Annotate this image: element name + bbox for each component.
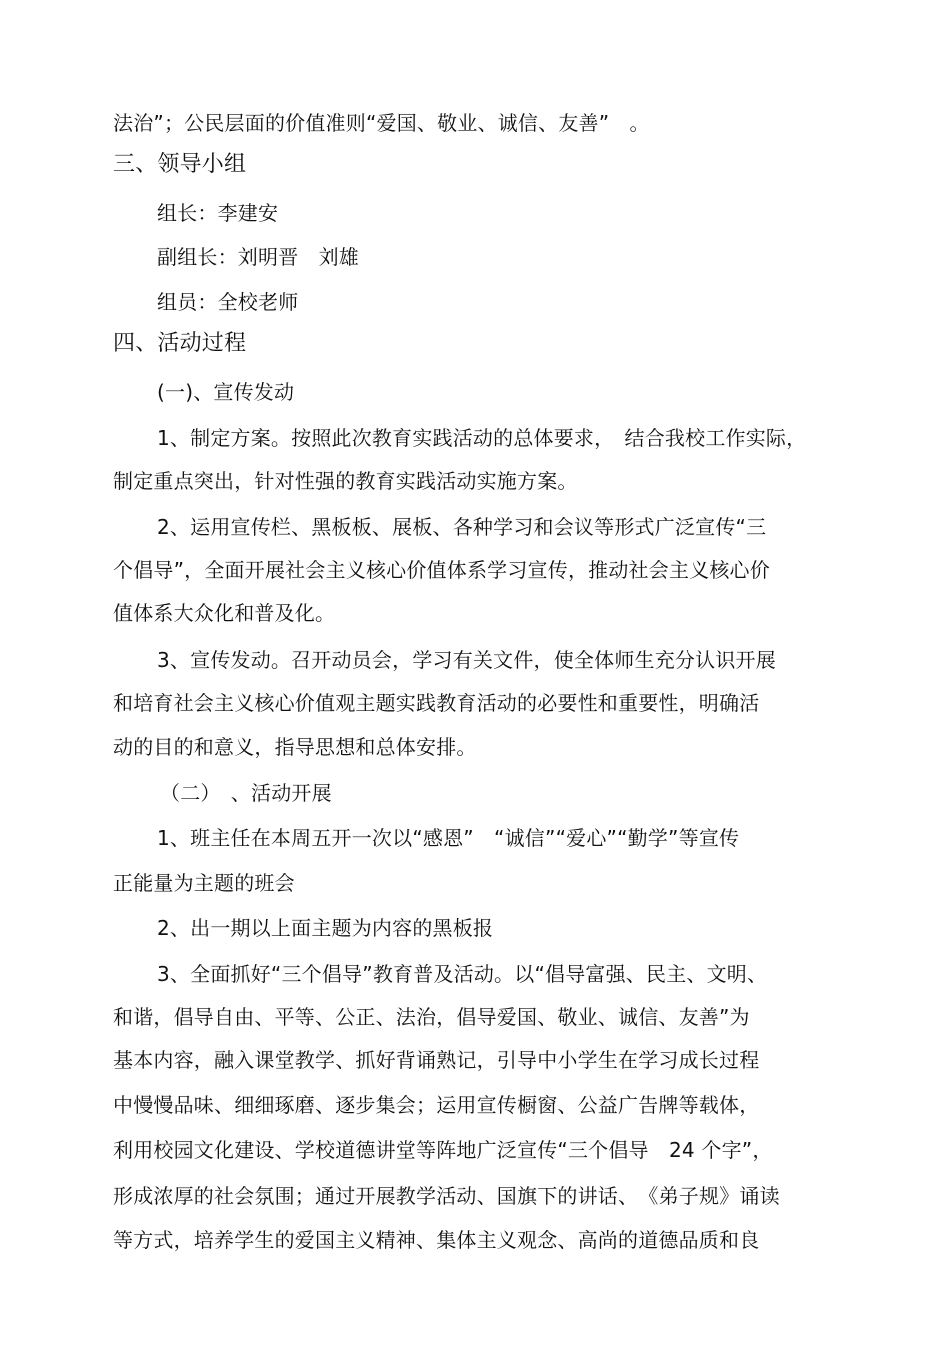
text-line: 和培育社会主义核心价值观主题实践教育活动的必要性和重要性，明确活 [113, 691, 760, 715]
section-heading-leadership: 三、领导小组 [113, 152, 247, 177]
text-line: 3、全面抓好“三个倡导”教育普及活动。以“倡导富强、民主、文明、 [157, 962, 768, 986]
text-line: 正能量为主题的班会 [113, 871, 295, 895]
text-line: 基本内容，融入课堂教学、抓好背诵熟记，引导中小学生在学习成长过程 [113, 1048, 760, 1072]
text-line: 制定重点突出，针对性强的教育实践活动实施方案。 [113, 469, 578, 493]
text-line: 等方式，培养学生的爱国主义精神、集体主义观念、高尚的道德品质和良 [113, 1228, 760, 1252]
text-line: 形成浓厚的社会氛围；通过开展教学活动、国旗下的讲话、 《弟子规》诵读 [113, 1184, 780, 1208]
text-line: 1、制定方案。按照此次教育实践活动的总体要求， 结合我校工作实际， [157, 426, 807, 450]
leader-line: 组长：李建安 [157, 201, 279, 225]
members-line: 组员：全校老师 [157, 290, 299, 314]
text-line: 和谐，倡导自由、平等、公正、法治，倡导爱国、敬业、诚信、友善”为 [113, 1005, 750, 1029]
vice-leader-line: 副组长：刘明晋 刘雄 [157, 245, 359, 269]
text-line: 1、班主任在本周五开一次以“感恩” “诚信”“爱心”“勤学”等宣传 [157, 826, 740, 850]
text-line: 中慢慢品味、细细琢磨、逐步集会；运用宣传橱窗、公益广告牌等载体， [113, 1093, 760, 1117]
subsection-heading-publicity: (一)、宣传发动 [157, 380, 295, 404]
text-line: 法治”；公民层面的价值准则“爱国、敬业、诚信、友善” 。 [113, 111, 650, 135]
text-line: 2、出一期以上面主题为内容的黑板报 [157, 916, 494, 940]
section-heading-process: 四、活动过程 [113, 331, 247, 356]
subsection-heading-activities: （二） 、活动开展 [160, 781, 332, 805]
text-line: 利用校园文化建设、学校道德讲堂等阵地广泛宣传“三个倡导 24 个字”， [113, 1138, 773, 1162]
text-line: 3、宣传发动。召开动员会，学习有关文件，使全体师生充分认识开展 [157, 648, 776, 672]
text-line: 动的目的和意义，指导思想和总体安排。 [113, 735, 477, 759]
text-line: 个倡导”，全面开展社会主义核心价值体系学习宣传，推动社会主义核心价 [113, 558, 770, 582]
text-line: 2、运用宣传栏、黑板板、展板、各种学习和会议等形式广泛宣传“三 [157, 515, 767, 539]
text-line: 值体系大众化和普及化。 [113, 601, 336, 625]
